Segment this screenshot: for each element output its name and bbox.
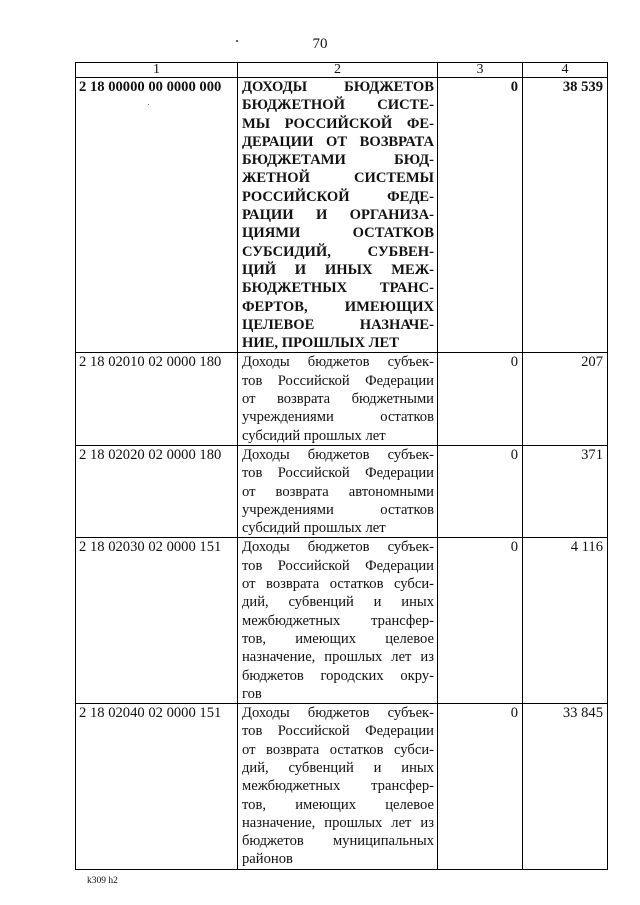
row-name-line: от возврата остатков субси- [242,741,434,758]
row-name-line: тов, имеющих целевое [242,796,434,813]
row-col3-value: 0 [438,704,523,870]
row-name-line: субсидий прошлых лет [242,427,386,444]
row-col3-value: 0 [438,445,523,537]
row-name-line: ЦИЙ И ИНЫХ МЕЖ- [242,261,434,278]
row-name-line: РАЦИИ И ОРГАНИЗА- [242,207,434,224]
header-col-2: 2 [238,63,438,78]
row-name [238,353,438,445]
row-name-line: от возврата автономными [242,483,434,500]
row-name-line: от возврата бюджетными [242,391,434,408]
row-name-line: Доходы бюджетов субъек- [242,705,434,722]
header-col-1: 1 [76,63,238,78]
footer-code: k309 h2 [87,876,118,886]
row-name [238,538,438,704]
row-name-line: тов Российской Федерации [242,465,434,482]
row-name-line: бюджетов городских окру- [242,667,434,684]
row-name-line: ДОХОДЫ БЮДЖЕТОВ [242,79,434,95]
row-name-line: БЮДЖЕТНЫХ ТРАНС- [242,280,434,297]
row-name-line: субсидий прошлых лет [242,520,386,537]
table-row [76,445,608,537]
row-name-line: бюджетов муниципальных [242,833,434,850]
row-name-line: БЮДЖЕТАМИ БЮД- [242,152,434,169]
row-code: 2 18 00000 00 0000 000 [76,78,238,353]
row-name-line: дий, субвенций и иных [242,594,434,611]
row-col3-value: 0 [438,353,523,445]
table-header-row [76,63,608,78]
row-name-line: учреждениями остатков [242,501,434,518]
row-name [238,445,438,537]
row-name-line: МЫ РОССИЙСКОЙ ФЕ- [242,115,434,132]
row-name-line: от возврата остатков субси- [242,576,434,593]
row-col4-value: 371 [523,445,608,537]
row-name-line: тов Российской Федерации [242,372,434,389]
row-col3-value: 0 [438,78,523,353]
row-name-line: ЖЕТНОЙ СИСТЕМЫ [242,170,434,187]
row-name-line: СУБСИДИЙ, СУБВЕН- [242,243,434,260]
row-name-line: назначение, прошлых лет из [242,814,434,831]
row-code: 2 18 02040 02 0000 151 [76,704,238,870]
row-col4-value: 4 116 [523,538,608,704]
row-name-line: ФЕРТОВ, ИМЕЮЩИХ [242,298,434,315]
row-name-line: ДЕРАЦИИ ОТ ВОЗВРАТА [242,133,434,150]
page-number: 70 [312,36,328,52]
row-name-line: Доходы бюджетов субъек- [242,354,434,371]
row-col4-value: 207 [523,353,608,445]
row-name-line: БЮДЖЕТНОЙ СИСТЕ- [242,97,434,114]
row-code: 2 18 02030 02 0000 151 [76,538,238,704]
scan-speck [148,104,149,105]
row-name-line: тов Российской Федерации [242,723,434,740]
budget-table [75,62,608,870]
row-name-line: ЦИЯМИ ОСТАТКОВ [242,225,434,242]
row-name-line: тов Российской Федерации [242,557,434,574]
scan-speck [236,40,238,42]
row-name-line: НИЕ, ПРОШЛЫХ ЛЕТ [242,335,400,352]
row-col3-value: 0 [438,538,523,704]
row-name-line: районов [242,851,293,868]
row-name-line: РОССИЙСКОЙ ФЕДЕ- [242,188,434,205]
row-code: 2 18 02010 02 0000 180 [76,353,238,445]
header-col-4: 4 [523,63,608,78]
row-name [238,78,438,353]
row-col4-value: 33 845 [523,704,608,870]
row-code: 2 18 02020 02 0000 180 [76,445,238,537]
row-name-line: ЦЕЛЕВОЕ НАЗНАЧЕ- [242,316,434,333]
table-row [76,78,608,353]
table-row [76,538,608,704]
row-name-line: гов [242,685,262,702]
table-row [76,704,608,870]
row-name-line: межбюджетных трансфер- [242,612,434,629]
row-name-line: Доходы бюджетов субъек- [242,446,434,463]
row-name-line: учреждениями остатков [242,409,434,426]
row-name [238,704,438,870]
row-name-line: назначение, прошлых лет из [242,649,434,666]
row-name-line: межбюджетных трансфер- [242,778,434,795]
row-name-line: Доходы бюджетов субъек- [242,539,434,556]
row-name-line: дий, субвенций и иных [242,759,434,776]
row-col4-value: 38 539 [523,78,608,353]
header-col-3: 3 [438,63,523,78]
table-row [76,353,608,445]
row-name-line: тов, имеющих целевое [242,630,434,647]
